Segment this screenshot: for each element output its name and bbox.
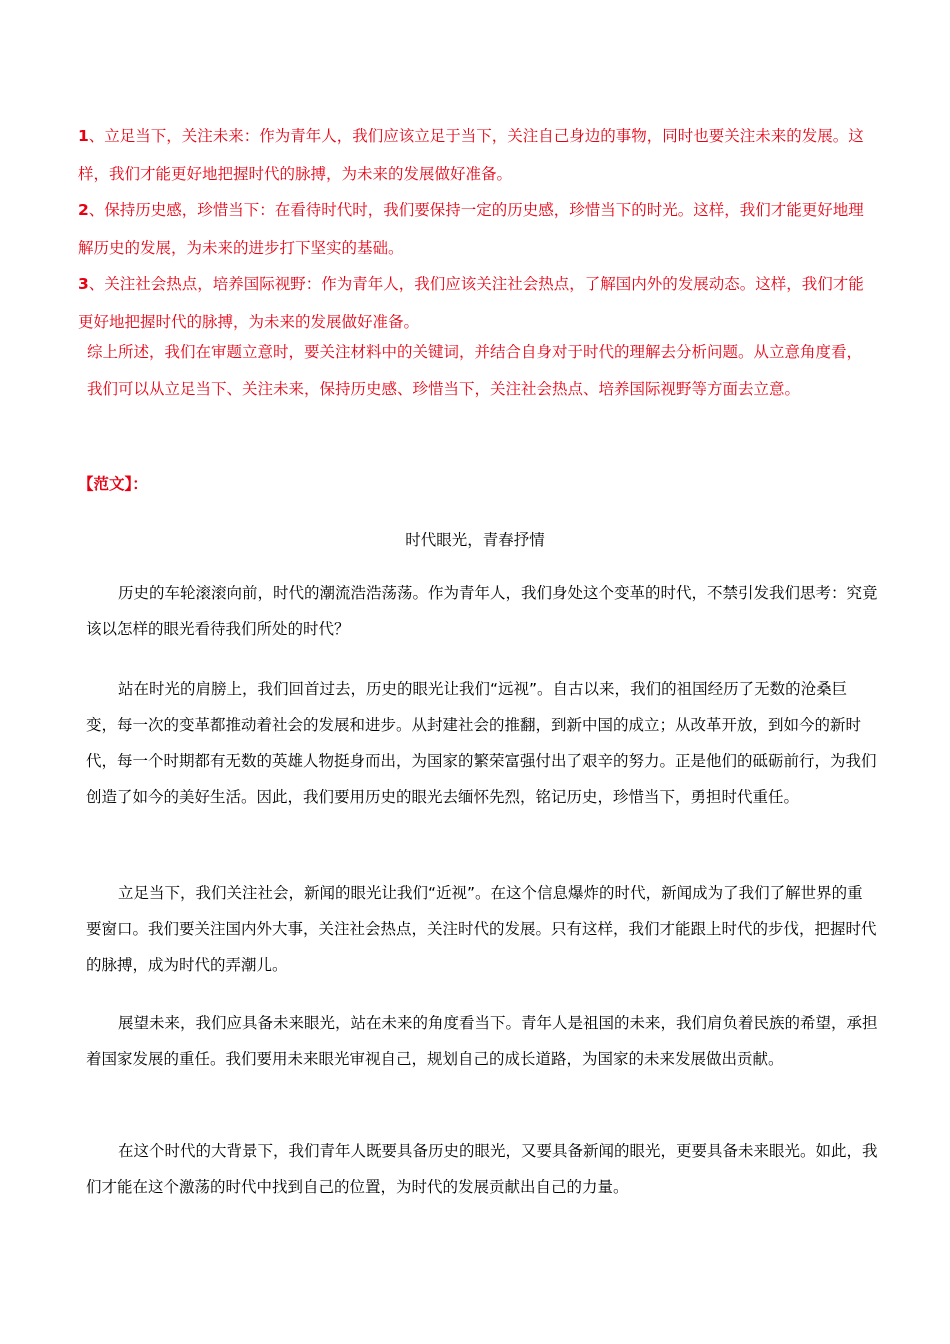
point-number: 1	[78, 127, 89, 145]
analysis-point-3	[78, 265, 868, 341]
essay-title: 时代眼光，青春抒情	[405, 531, 545, 549]
essay-label: 【范文】：	[78, 475, 148, 493]
essay-paragraph-4: 展望未来，我们应具备未来眼光，站在未来的角度看当下。青年人是祖国的未来，我们肩负着民族的希望，承担着国家发展的重任。我们要用未来眼光审视自己，规划自己的成长道路，为国家的未来发展做出贡献。	[86, 1014, 878, 1068]
analysis-point-1	[78, 117, 868, 193]
point-text: 、关注社会热点，培养国际视野：作为青年人，我们应该关注社会热点，了解国内外的发展动态。这样，我们才能更好地把握时代的脉搏，为未来的发展做好准备。	[78, 275, 864, 331]
essay-paragraph-1: 历史的车轮滚滚向前，时代的潮流浩浩荡荡。作为青年人，我们身处这个变革的时代，不禁引发我们思考：究竟该以怎样的眼光看待我们所处的时代？	[86, 584, 878, 638]
analysis-point-2	[78, 191, 868, 267]
essay-paragraph-2: 站在时光的肩膀上，我们回首过去，历史的眼光让我们“远视”。自古以来，我们的祖国经历了无数的沧桑巨变，每一次的变革都推动着社会的发展和进步。从封建社会的推翻，到新中国的成立；从改革开放，到如今的新时代，每一个时期都有无数的英雄人物挺身而出，为国家的繁荣富强付出了艰辛的努力。正是他们的砥砺前行，为我们创造了如今的美好生活。因此，我们要用历史的眼光去缅怀先烈，铭记历史，珍惜当下，勇担时代重任。	[86, 680, 877, 806]
point-number: 2	[78, 201, 89, 219]
essay-paragraph-5: 在这个时代的大背景下，我们青年人既要具备历史的眼光，又要具备新闻的眼光，更要具备未来眼光。如此，我们才能在这个激荡的时代中找到自己的位置，为时代的发展贡献出自己的力量。	[86, 1142, 878, 1196]
point-number: 3	[78, 275, 89, 293]
analysis-summary: 综上所述，我们在审题立意时，要关注材料中的关键词，并结合自身对于时代的理解去分析问题。从立意角度看，我们可以从立足当下、关注未来，保持历史感、珍惜当下，关注社会热点、培养国际视野等方面去立意。	[87, 343, 863, 398]
point-text: 、保持历史感，珍惜当下：在看待时代时，我们要保持一定的历史感，珍惜当下的时光。这样，我们才能更好地理解历史的发展，为未来的进步打下坚实的基础。	[78, 201, 864, 257]
essay-paragraph-3: 立足当下，我们关注社会，新闻的眼光让我们“近视”。在这个信息爆炸的时代，新闻成为了我们了解世界的重要窗口。我们要关注国内外大事，关注社会热点，关注时代的发展。只有这样，我们才能跟上时代的步伐，把握时代的脉搏，成为时代的弄潮儿。	[86, 884, 877, 974]
point-text: 、立足当下，关注未来：作为青年人，我们应该立足于当下，关注自己身边的事物，同时也要关注未来的发展。这样，我们才能更好地把握时代的脉搏，为未来的发展做好准备。	[78, 127, 864, 183]
